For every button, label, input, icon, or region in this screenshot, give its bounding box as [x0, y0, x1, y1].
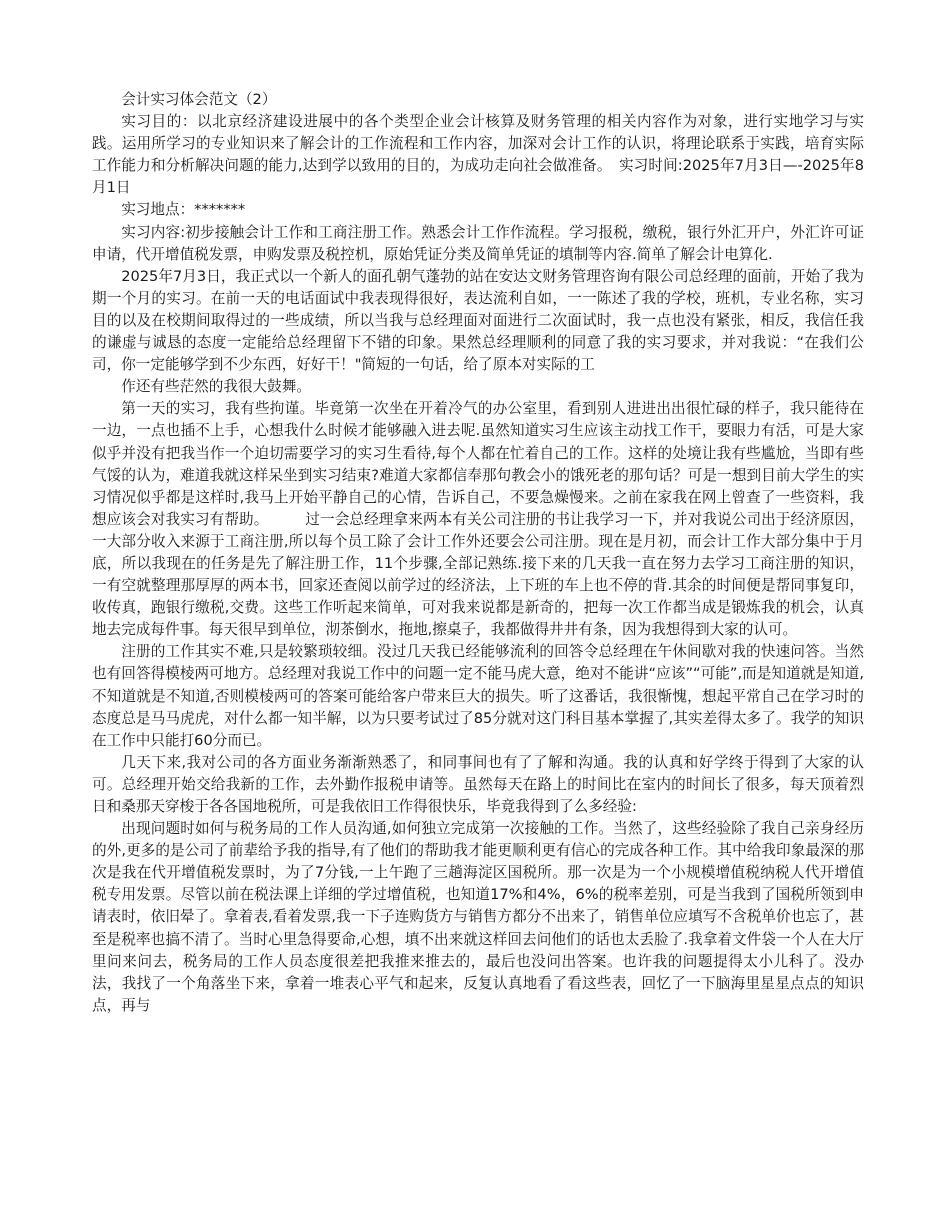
paragraph-first-day-arrival: 2025年7月3日，我正式以一个新人的面孔朝气蓬勃的站在安达文财务管理咨询有限公司总经理的面前，开始了我为期一个月的实习。在前一天的电话面试中我表现得很好，表达流利自如，一一陈述了我的学校，班机，专业名称，实习目的以及在校期间取得过的一些成绩，所以当我与总经理面对面进行二次面试时，我一点也没有紧张，相反，我信任我的谦虚与诚恳的态度一定能给总经理留下不错的印象。果然总经理顺利的同意了我的实习要求，并对我说：“在我们公司，你一定能够学到不少东西，好好干！"简短的一句话，给了原本对实际的工	[92, 267, 864, 374]
paragraph-content: 实习内容:初步接触会计工作和工商注册工作。熟悉会计工作作流程。学习报税，缴税，银行外汇开户，外汇许可证申请，代开增值税发票，申购发票及税控机，原始凭证分类及简单凭证的填制等内容.简单了解会计电算化.	[92, 223, 864, 263]
paragraph-purpose: 实习目的：以北京经济建设进展中的各个类型企业会计核算及财务管理的相关内容作为对象，进行实地学习与实践。运用所学习的专业知识来了解会计的工作流程和工作内容，加深对会计工作的认识，将理论联系于实践，培育实际工作能力和分析解决问题的能力,达到学以致用的目的，为成功走向社会做准备。 实习时间:2025年7月3日—-2025年8月1日	[92, 113, 864, 197]
paragraph-encouragement: 作还有些茫然的我很大鼓舞。	[121, 378, 311, 396]
paragraph-first-day: 第一天的实习，我有些拘谨。毕竟第一次坐在开着冷气的办公室里，看到别人进进出出很忙碌的样子，我只能待在一边，一点也插不上手，心想我什么时候才能够融入进去呢.虽然知道实习生应该主动找工作干，要眼力有活，可是大家似乎并没有把我当作一个迫切需要学习的实习生看待,每个人都在忙着自己的工作。这样的处境让我有些尴尬，当即有些气馁的认为，难道我就这样呆坐到实习结束?难道大家都信奉那句教会小的饿死老的那句话？可是一想到目前大学生的实习情况似乎都是这样时,我马上开始平静自己的心情，告诉自己，不要急燥慢来。之前在家我在网上曾查了一些资料，我想应该会对我实习有帮助。 过一会总经理拿来两本有关公司注册的书让我学习一下，并对我说公司出于经济原因，一大部分收入来源于工商注册,所以每个员工除了会计工作外还要会公司注册。现在是月初，而会计工作大部分集中于月底，所以我现在的任务是先了解注册工作，11个步骤,全部记熟练.接下来的几天我一直在努力去学习工商注册的知识，一有空就整理那厚厚的两本书，回家还查阅以前学过的经济法，上下班的车上也不停的背.其余的时间便是帮同事复印，收传真，跑银行缴税,交费。这些工作听起来简单，可对我来说都是新奇的，把每一次工作都当成是锻炼我的机会，认真地去完成每件事。每天很早到单位，沏茶倒水，拖地,擦桌子，我都做得井井有条，因为我想得到大家的认可。	[92, 400, 864, 639]
document-body	[92, 89, 864, 1017]
paragraph-experience: 出现问题时如何与税务局的工作人员沟通,如何独立完成第一次接触的工作。当然了，这些经验除了我自己亲身经历的外,更多的是公司了前辈给予我的指导,有了他们的帮助我才能更顺利更有信心的完成各种工作。其中给我印象最深的那次是我在代开增值税发票时，为了7分钱,一上午跑了三趟海淀区国税所。那一次是为一个小规模增值税纳税人代开增值税专用发票。尽管以前在税法课上详细的学过增值税，也知道17%和4%，6%的税率差别，可是当我到了国税所领到申请表时，依旧晕了。拿着表,看着发票,我一下子连购货方与销售方都分不出来了，销售单位应填写不含税单价也忘了，甚至是税率也搞不清了。当时心里急得要命,心想，填不出来就这样回去问他们的话也太丢脸了.我拿着文件袋一个人在大厅里问来问去，税务局的工作人员态度很差把我推来推去的，最后也没问出答案。也许我的问题提得太小儿科了。没办法，我找了一个角落坐下来，拿着一堆表心平气和起来，反复认真地看了看这些表，回忆了一下脑海里星星点点的知识点，再与	[92, 820, 864, 1014]
document-title: 会计实习体会范文（2）	[121, 91, 277, 108]
paragraph-registration: 注册的工作其实不难,只是较繁琐较细。没过几天我已经能够流利的回答令总经理在午休间歇对我的快速问答。当然也有回答得模棱两可地方。总经理对我说工作中的问题一定不能马虎大意，绝对不能讲“应该”“可能”,而是知道就是知道,不知道就是不知道,否则模棱两可的答案可能给客户带来巨大的损失。听了这番话，我很惭愧，想起平常自己在学习时的态度总是马马虎虎，对什么都一知半解，以为只要考试过了85分就对这门科目基本掌握了,其实差得太多了。我学的知识在工作中只能打60分而已。	[92, 643, 864, 749]
paragraph-new-work: 几天下来,我对公司的各方面业务渐渐熟悉了，和同事间也有了了解和沟通。我的认真和好学终于得到了大家的认可。总经理开始交给我新的工作，去外勤作报税申请等。虽然每天在路上的时间比在室内的时间长了很多，每天顶着烈日和桑那天穿梭于各各国地税所，可是我依旧工作得很快乐，毕竟我得到了么多经验:	[92, 753, 864, 815]
paragraph-location: 实习地点：*******	[121, 201, 246, 219]
